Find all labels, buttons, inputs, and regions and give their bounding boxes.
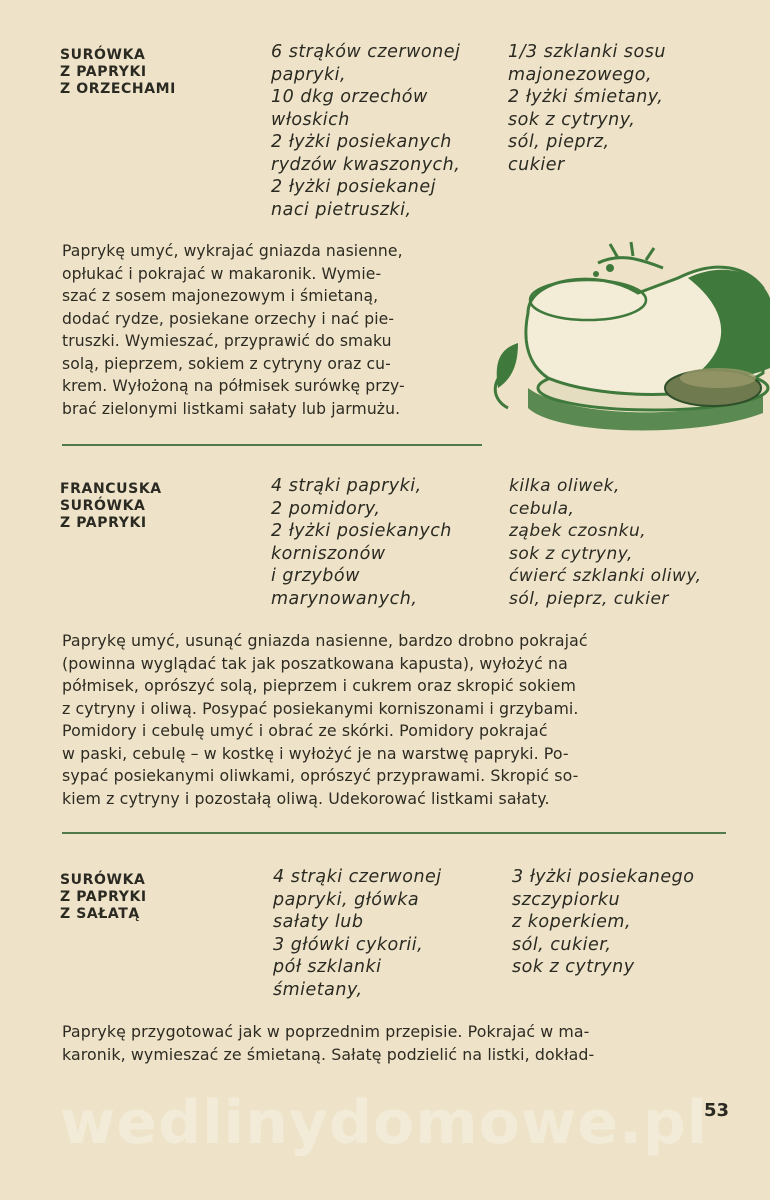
salad-bowl-illustration [488, 238, 770, 438]
section-divider [62, 832, 726, 834]
recipe-instructions: Paprykę umyć, wykrajać gniazda nasienne, opłukać i pokrajać w makaronik. Wymie- szać z sosem majonezowym i śmietaną, dodać rydze, posiekane orzechy i nać pie- truszki. Wymieszać, przyprawić do smaku solą, pieprzem, sokiem z cytryny oraz cu- krem. Wyłożoną na półmisek surówkę przy- brać zielonymi listkami sałaty lub jarmużu. [62, 242, 405, 418]
recipe-title: SURÓWKA Z PAPRYKI Z SAŁATĄ [60, 872, 147, 922]
recipe-title: SURÓWKA Z PAPRYKI Z ORZECHAMI [60, 47, 176, 97]
recipe-instructions: Paprykę umyć, usunąć gniazda nasienne, bardzo drobno pokrajać (powinna wyglądać tak jak poszatkowana kapusta), wyłożyć na półmisek, oprószyć solą, pieprzem i cukrem oraz skropić sokiem z cytryny i oliwą. Posypać posiekanymi korniszonami i grzybami. Pomidory i cebulę umyć i obrać ze skórki. Pomidory pokrajać w paski, cebulę – w kostkę i wyłożyć je na warstwę papryki. Po- sypać posiekanymi oliwkami, oprószyć przyprawami. Skropić so- kiem z cytryny i pozostałą oliwą. Udekorować listkami sałaty. [62, 631, 588, 808]
watermark-text: wedlinydomowe.pl [60, 1088, 709, 1158]
section-divider [62, 444, 482, 446]
recipe-instructions: Paprykę przygotować jak w poprzednim przepisie. Pokrajać w ma- karonik, wymieszać ze śmietaną. Sałatę podzielić na listki, dokład- [62, 1022, 595, 1064]
recipe-title: FRANCUSKA SURÓWKA Z PAPRYKI [60, 481, 162, 531]
ingredients-list: 1/3 szklanki sosu majonezowego, 2 łyżki śmietany, sok z cytryny, sól, pieprz, cukier [508, 42, 666, 175]
ingredients-list: 4 strąki papryki, 2 pomidory, 2 łyżki posiekanych korniszonów i grzybów marynowanych, [271, 476, 452, 609]
ingredients-list: 6 strąków czerwonej papryki, 10 dkg orzechów włoskich 2 łyżki posiekanych rydzów kwaszonych, 2 łyżki posiekanej naci pietruszki, [271, 42, 461, 220]
ingredients-list: 3 łyżki posiekanego szczypiorku z koperkiem, sól, cukier, sok z cytryny [512, 867, 695, 977]
ingredients-list: kilka oliwek, cebula, ząbek czosnku, sok z cytryny, ćwierć szklanki oliwy, sól, pieprz, cukier [509, 476, 702, 609]
page-number: 53 [704, 1100, 730, 1121]
ingredients-list: 4 strąki czerwonej papryki, główka sałaty lub 3 główki cykorii, pół szklanki śmietany, [273, 867, 442, 1000]
